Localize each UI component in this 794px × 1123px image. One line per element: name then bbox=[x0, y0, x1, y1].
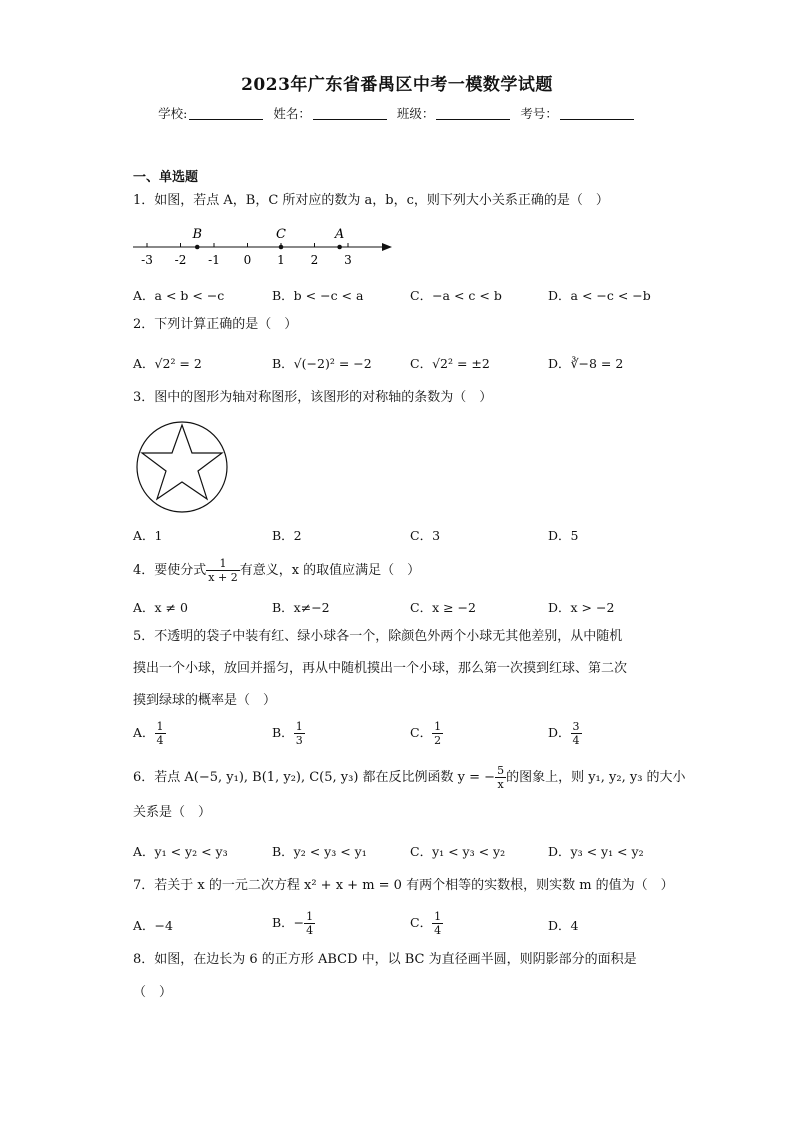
q2-option-a[interactable]: A．√2² = 2 bbox=[133, 356, 202, 371]
q6-text-b: 的图象上，则 y₁, y₂, y₃ 的大小 bbox=[506, 770, 686, 785]
class-label: 班级： bbox=[396, 106, 435, 121]
q4-fraction bbox=[206, 557, 239, 584]
number-line-tick-label: -1 bbox=[208, 253, 220, 267]
q6-text-a: 6．若点 A(−5, y₁), B(1, y₂), C(5, y₃) 都在反比例函数 y = − bbox=[133, 770, 496, 785]
q5-d-den: 4 bbox=[572, 734, 580, 747]
question-5-line-1: 5．不透明的袋子中装有红、绿小球各一个，除颜色外两个小球无其他差别，从中随机 bbox=[133, 629, 623, 644]
number-blank[interactable] bbox=[560, 107, 634, 120]
q5-option-a-label: A． bbox=[133, 725, 155, 740]
q1-option-b[interactable]: B．b < −c < a bbox=[272, 288, 364, 303]
question-7-text: 7．若关于 x 的一元二次方程 x² + x + m = 0 有两个相等的实数根，则实数 m 的值为（ ） bbox=[133, 878, 674, 893]
star-in-circle-figure bbox=[134, 420, 234, 514]
number-line-point-label: B bbox=[192, 227, 203, 242]
question-8-line-1: 8．如图，在边长为 6 的正方形 ABCD 中，以 BC 为直径画半圆，则阴影部分的面积是 bbox=[133, 952, 637, 967]
q5-b-num: 1 bbox=[295, 720, 303, 733]
number-label: 考号： bbox=[520, 106, 558, 121]
figure-star bbox=[142, 425, 222, 499]
q7-b-den: 4 bbox=[306, 924, 314, 937]
q3-option-b[interactable]: B．2 bbox=[272, 528, 302, 543]
number-line-point-C bbox=[279, 245, 284, 250]
question-5-line-2: 摸出一个小球，放回并摇匀，再从中随机摸出一个小球，那么第一次摸到红球、第二次 bbox=[133, 661, 628, 676]
q2-option-c[interactable]: C．√2² = ±2 bbox=[410, 356, 490, 371]
number-line-point-label: A bbox=[334, 227, 345, 242]
q1-option-a[interactable]: A．a < b < −c bbox=[133, 288, 225, 303]
q4-text-a: 4．要使分式 bbox=[133, 563, 207, 578]
number-line-tick-label: 2 bbox=[310, 253, 319, 267]
q7-option-c-frac bbox=[432, 910, 443, 937]
q5-c-den: 2 bbox=[434, 734, 442, 747]
name-blank[interactable] bbox=[313, 107, 387, 120]
q3-option-d[interactable]: D．5 bbox=[548, 528, 579, 543]
q5-option-a-frac bbox=[155, 720, 166, 747]
q4-option-b[interactable]: B．x≠−2 bbox=[272, 600, 330, 615]
question-8-line-2: （ ） bbox=[133, 985, 173, 1000]
question-3-text: 3．图中的图形为轴对称图形，该图形的对称轴的条数为（ ） bbox=[133, 390, 493, 405]
q4-frac-den: x + 2 bbox=[208, 571, 238, 584]
student-info-line bbox=[0, 104, 794, 122]
number-line-tick-label: -2 bbox=[174, 253, 187, 267]
page-title: 2023年广东省番禺区中考一模数学试题 bbox=[241, 75, 553, 95]
number-line-tick-label: 3 bbox=[344, 253, 352, 267]
number-line-tick-label: -3 bbox=[141, 253, 153, 267]
q4-text-b: 有意义，x 的取值应满足（ ） bbox=[239, 563, 421, 578]
question-2-text: 2．下列计算正确的是（ ） bbox=[133, 317, 298, 332]
q7-b-num: 1 bbox=[306, 910, 314, 923]
q1-option-c[interactable]: C．−a < c < b bbox=[410, 288, 502, 303]
q7-c-num: 1 bbox=[434, 910, 442, 923]
q5-option-c-label: C． bbox=[410, 725, 433, 740]
q6-fraction bbox=[495, 764, 506, 791]
figure-circle bbox=[137, 422, 227, 512]
q2-option-d[interactable]: D．∛−8 = 2 bbox=[548, 356, 624, 371]
q5-option-d-frac bbox=[571, 720, 582, 747]
section-heading: 一、单选题 bbox=[133, 170, 199, 185]
q5-option-b-label: B． bbox=[272, 725, 294, 740]
q4-frac-num: 1 bbox=[219, 557, 227, 570]
q5-option-d[interactable] bbox=[548, 720, 582, 747]
q6-frac-num: 5 bbox=[497, 764, 505, 777]
class-blank[interactable] bbox=[436, 107, 510, 120]
q7-option-b[interactable] bbox=[272, 910, 315, 937]
school-blank[interactable] bbox=[189, 107, 263, 120]
q4-option-c[interactable]: C．x ≥ −2 bbox=[410, 600, 476, 615]
q6-option-c[interactable]: C．y₁ < y₃ < y₂ bbox=[410, 844, 506, 859]
question-5-line-3: 摸到绿球的概率是（ ） bbox=[133, 693, 277, 708]
q7-option-b-label: B．− bbox=[272, 915, 305, 930]
q5-a-den: 4 bbox=[156, 734, 164, 747]
q7-c-den: 4 bbox=[434, 924, 442, 937]
q7-option-b-frac bbox=[304, 910, 315, 937]
number-line-arrow bbox=[382, 243, 392, 251]
q5-option-d-label: D． bbox=[548, 725, 571, 740]
q4-option-a[interactable]: A．x ≠ 0 bbox=[133, 600, 188, 615]
question-6-line-2: 关系是（ ） bbox=[133, 805, 212, 820]
name-label: 姓名： bbox=[273, 106, 311, 121]
q1-option-d[interactable]: D．a < −c < −b bbox=[548, 288, 651, 303]
school-label: 学校: bbox=[158, 106, 188, 121]
number-line-tick-label: 0 bbox=[243, 253, 252, 267]
q7-option-c-label: C． bbox=[410, 915, 433, 930]
q5-b-den: 3 bbox=[295, 734, 303, 747]
question-1-text: 1．如图，若点 A，B，C 所对应的数为 a，b，c，则下列大小关系正确的是（ ） bbox=[133, 193, 609, 208]
question-4-text bbox=[133, 557, 673, 584]
q7-option-c[interactable] bbox=[410, 910, 443, 937]
q5-option-b-frac bbox=[294, 720, 305, 747]
q5-option-c[interactable] bbox=[410, 720, 443, 747]
q6-frac-den: x bbox=[495, 777, 506, 791]
q3-option-a[interactable]: A．1 bbox=[133, 528, 163, 543]
q5-option-a[interactable] bbox=[133, 720, 166, 747]
q5-a-num: 1 bbox=[156, 720, 164, 733]
q6-option-d[interactable]: D．y₃ < y₁ < y₂ bbox=[548, 844, 644, 859]
q6-option-b[interactable]: B．y₂ < y₃ < y₁ bbox=[272, 844, 367, 859]
q6-option-a[interactable]: A．y₁ < y₂ < y₃ bbox=[133, 844, 228, 859]
number-line-point-label: C bbox=[276, 227, 286, 242]
question-6-line-1 bbox=[133, 764, 693, 791]
number-line-point-A bbox=[337, 245, 342, 250]
number-line-point-B bbox=[195, 245, 200, 250]
q4-option-d[interactable]: D．x > −2 bbox=[548, 600, 615, 615]
q5-option-c-frac bbox=[432, 720, 443, 747]
q2-option-b[interactable]: B．√(−2)² = −2 bbox=[272, 356, 372, 371]
number-line-tick-label: 1 bbox=[277, 253, 285, 267]
number-line-figure bbox=[130, 222, 400, 268]
q7-option-a[interactable]: A．−4 bbox=[133, 918, 173, 933]
q7-option-d[interactable]: D．4 bbox=[548, 918, 579, 933]
q5-d-num: 3 bbox=[572, 720, 580, 733]
q5-option-b[interactable] bbox=[272, 720, 305, 747]
q3-option-c[interactable]: C．3 bbox=[410, 528, 441, 543]
q5-c-num: 1 bbox=[434, 720, 442, 733]
